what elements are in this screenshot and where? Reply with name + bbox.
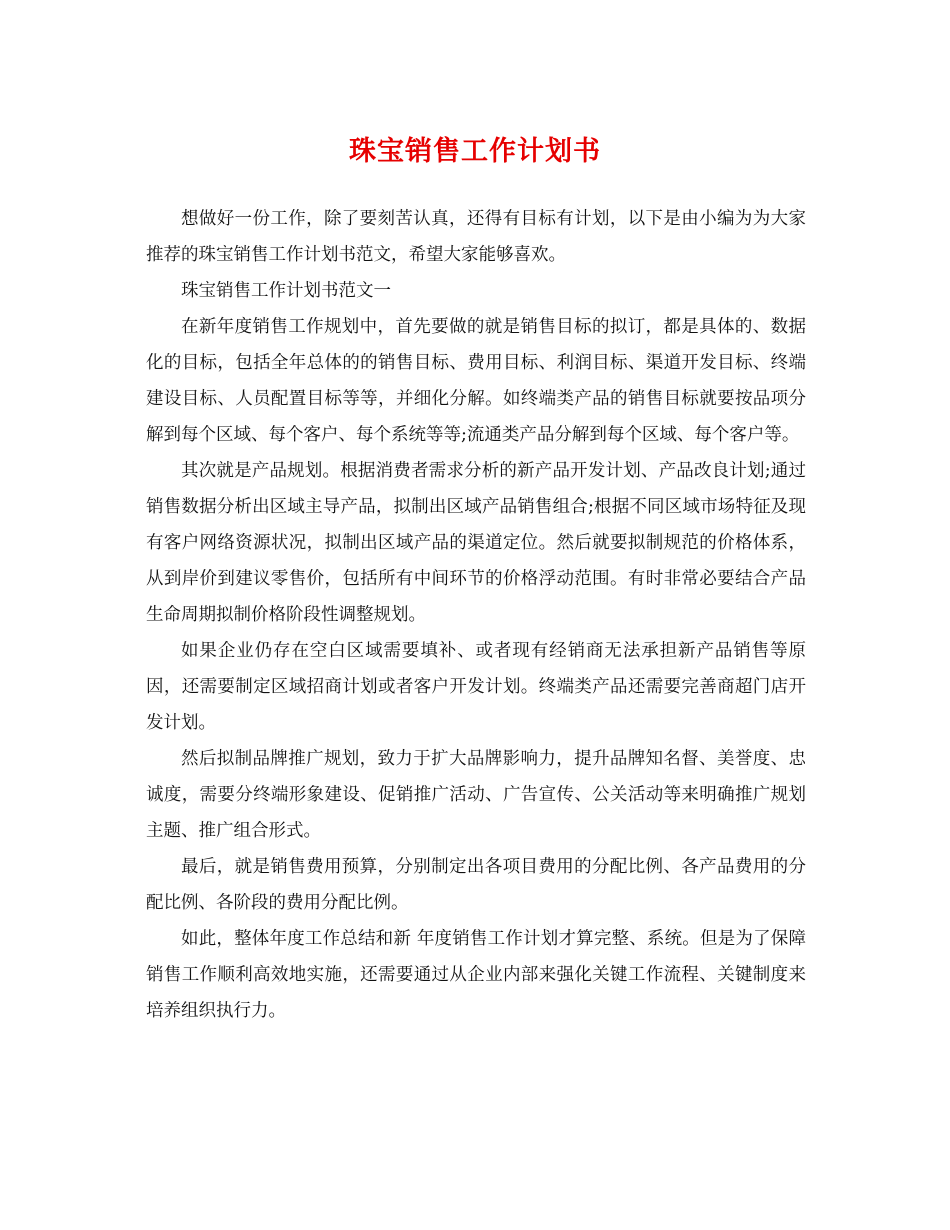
paragraph-sales-targets: 在新年度销售工作规划中，首先要做的就是销售目标的拟订，都是具体的、数据化的目标，包括全年总体的的销售目标、费用目标、利润目标、渠道开发目标、终端建设目标、人员配置目标等等，并细化分解。如终端类产品的销售目标就要按品项分解到每个区域、每个客户、每个系统等等;流通类产品分解到每个区域、每个客户等。: [146, 317, 806, 445]
paragraph-budget: 最后，就是销售费用预算，分别制定出各项目费用的分配比例、各产品费用的分配比例、各阶段的费用分配比例。: [146, 857, 806, 913]
section-heading: 珠宝销售工作计划书范文一: [181, 281, 391, 301]
paragraph-intro: 想做好一份工作，除了要刻苦认真，还得有目标有计划，以下是由小编为为大家推荐的珠宝销售工作计划书范文，希望大家能够喜欢。: [146, 209, 806, 265]
paragraph-brand-promotion: 然后拟制品牌推广规划，致力于扩大品牌影响力，提升品牌知名督、美誉度、忠诚度，需要分终端形象建设、促销推广活动、广告宣传、公关活动等来明确推广规划主题、推广组合形式。: [146, 749, 806, 841]
paragraph-conclusion: 如此，整体年度工作总结和新 年度销售工作计划才算完整、系统。但是为了保障销售工作顺利高效地实施，还需要通过从企业内部来强化关键工作流程、关键制度来培养组织执行力。: [146, 929, 806, 1021]
document-title: 珠宝销售工作计划书: [349, 136, 601, 167]
document-body: [146, 201, 806, 1029]
paragraph-product-planning: 其次就是产品规划。根据消费者需求分析的新产品开发计划、产品改良计划;通过销售数据分析出区域主导产品，拟制出区域产品销售组合;根据不同区域市场特征及现有客户网络资源状况，拟制出区域产品的渠道定位。然后就要拟制规范的价格体系，从到岸价到建议零售价，包括所有中间环节的价格浮动范围。有时非常必要结合产品生命周期拟制价格阶段性调整规划。: [146, 461, 806, 625]
paragraph-region-development: 如果企业仍存在空白区域需要填补、或者现有经销商无法承担新产品销售等原因，还需要制定区域招商计划或者客户开发计划。终端类产品还需要完善商超门店开发计划。: [146, 641, 806, 733]
